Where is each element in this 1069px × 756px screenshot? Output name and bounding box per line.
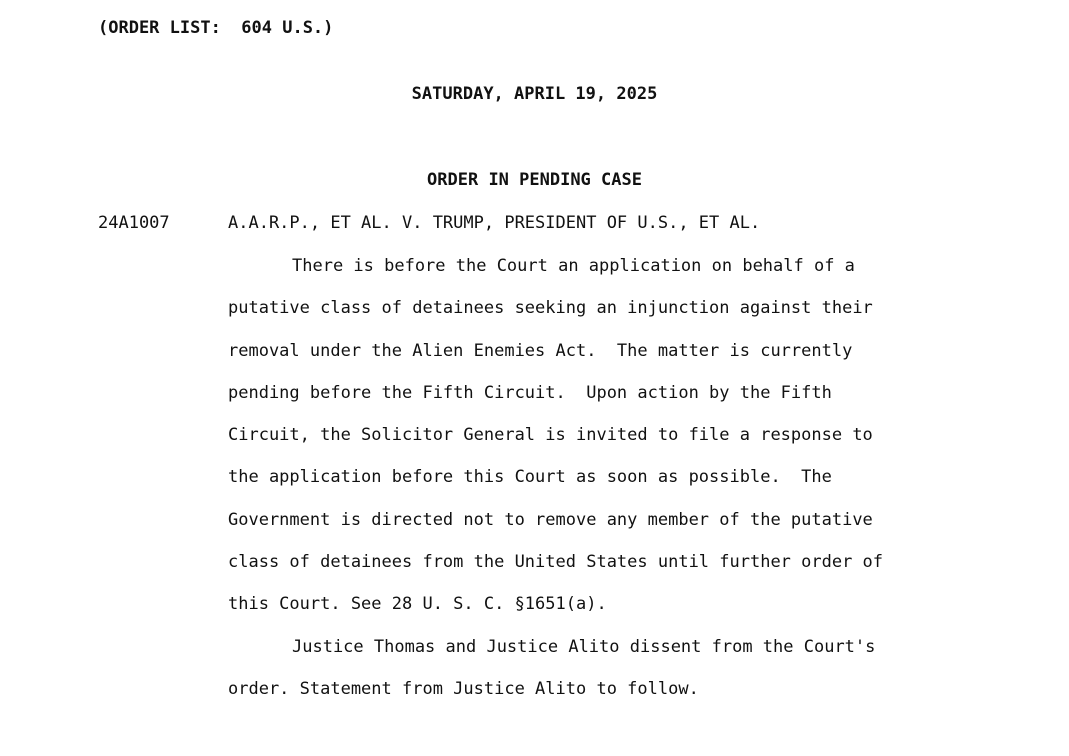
case-caption: A.A.R.P., ET AL. V. TRUMP, PRESIDENT OF U.S., ET AL. [228,213,761,233]
paragraph-line: the application before this Court as soon as possible. The [228,467,832,488]
docket-number: 24A1007 [98,213,170,233]
paragraph-line: Justice Thomas and Justice Alito dissent from the Court's [292,637,876,657]
order-paragraph-2 [228,637,948,722]
order-date: SATURDAY, APRIL 19, 2025 [411,84,658,104]
paragraph-line: Circuit, the Solicitor General is invited to file a response to [228,425,873,446]
paragraph-line: class of detainees from the United States until further order of [228,552,884,573]
paragraph-line: order. Statement from Justice Alito to follow. [228,679,699,700]
paragraph-line: pending before the Fifth Circuit. Upon action by the Fifth [228,382,832,403]
paragraph-line: removal under the Alien Enemies Act. The matter is currently [228,340,853,361]
order-list-header: (ORDER LIST: 604 U.S.) [98,18,334,38]
paragraph-line: putative class of detainees seeking an injunction against their [228,298,873,319]
paragraph-line: There is before the Court an application on behalf of a [292,256,855,276]
order-paragraph-1 [228,256,948,637]
section-heading: ORDER IN PENDING CASE [427,170,642,190]
paragraph-line: Government is directed not to remove any member of the putative [228,509,873,530]
paragraph-line: this Court. See 28 U. S. C. §1651(a). [228,594,607,615]
